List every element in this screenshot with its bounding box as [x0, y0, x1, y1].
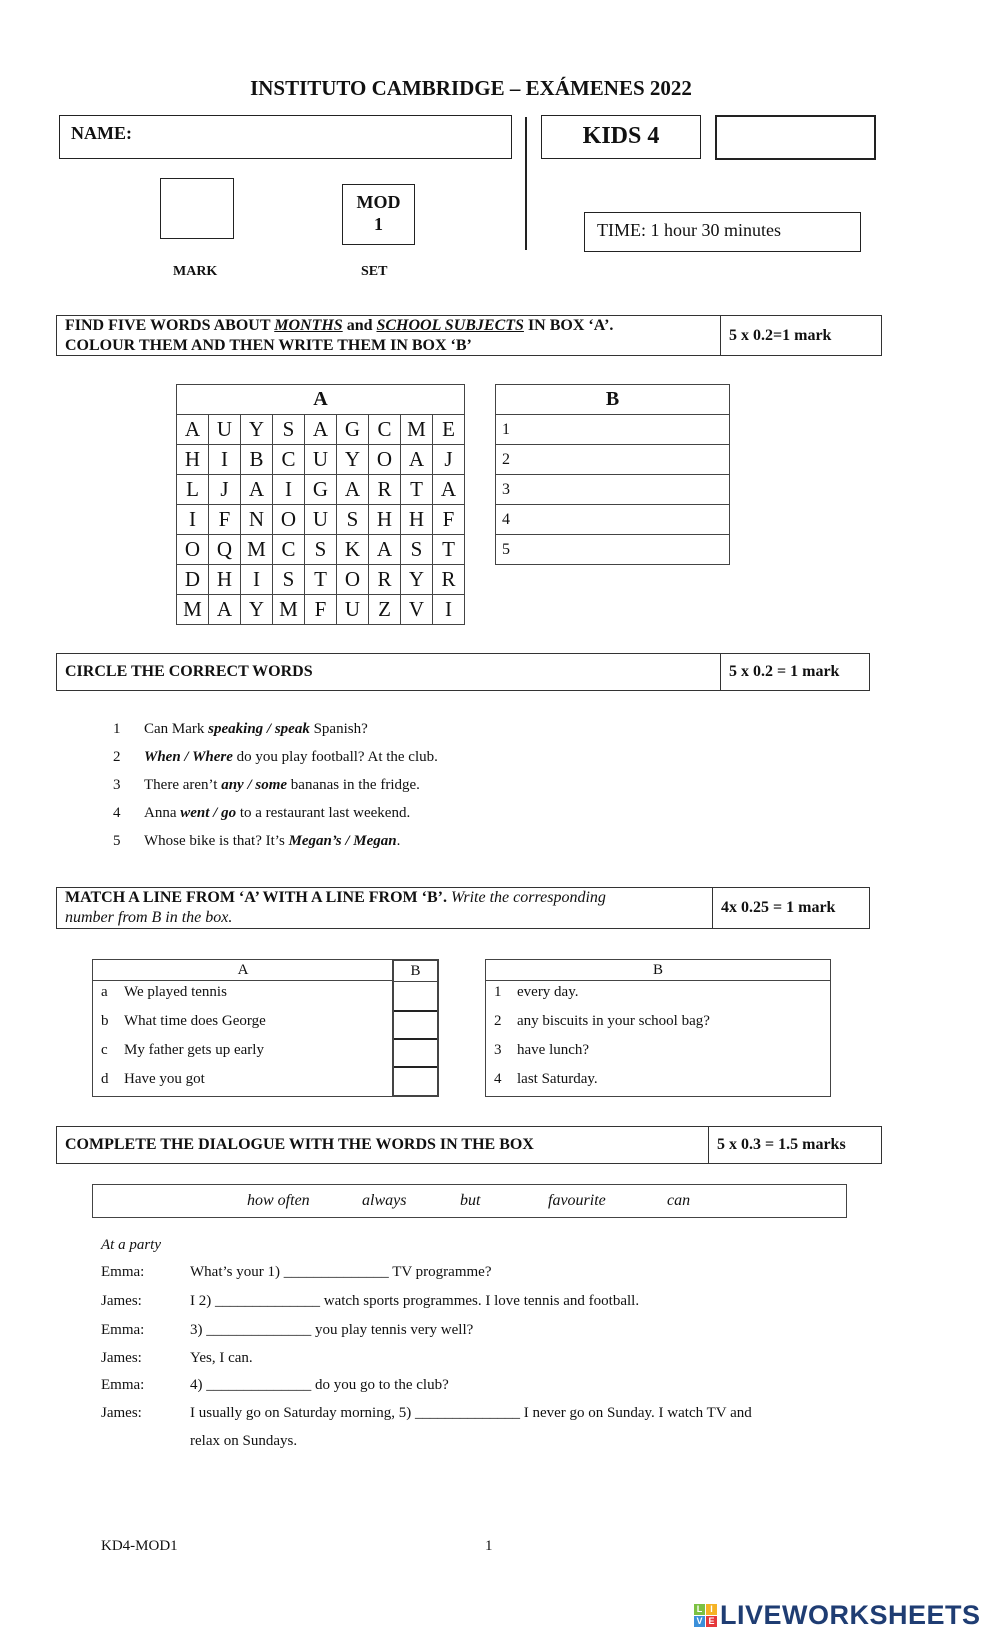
- grid-cell[interactable]: R: [369, 565, 401, 595]
- question-number: 4: [113, 805, 121, 821]
- answer-row: [496, 445, 730, 475]
- speaker: James:: [101, 1350, 142, 1366]
- grid-cell[interactable]: T: [305, 565, 337, 595]
- grid-cell[interactable]: H: [401, 505, 433, 535]
- grid-cell[interactable]: R: [369, 475, 401, 505]
- word-search-grid: [176, 384, 465, 625]
- name-label: NAME:: [71, 123, 132, 143]
- mod-label: MOD: [356, 192, 401, 212]
- grid-cell[interactable]: Y: [241, 415, 273, 445]
- match-row: [93, 1010, 393, 1039]
- grid-cell[interactable]: S: [273, 415, 305, 445]
- match-row: [486, 1010, 830, 1039]
- grid-cell[interactable]: Y: [337, 445, 369, 475]
- answer-options[interactable]: Megan’s / Megan: [288, 833, 397, 849]
- grid-cell[interactable]: U: [209, 415, 241, 445]
- box-b-title: B: [496, 385, 730, 415]
- grid-cell[interactable]: G: [337, 415, 369, 445]
- row-text: last Saturday.: [517, 1071, 598, 1087]
- row-key: c: [101, 1042, 108, 1058]
- column-b-header: B: [394, 961, 437, 982]
- answer-options[interactable]: When / Where: [144, 749, 233, 765]
- speaker: Emma:: [101, 1377, 145, 1393]
- question-number: 3: [113, 777, 121, 793]
- grid-row: [177, 505, 465, 535]
- grid-row: [177, 565, 465, 595]
- grid-cell[interactable]: F: [433, 505, 465, 535]
- grid-cell[interactable]: S: [337, 505, 369, 535]
- question-text: [144, 805, 410, 822]
- speaker: Emma:: [101, 1322, 145, 1338]
- answer-box-b: [495, 384, 730, 565]
- instruction-text: IN BOX ‘A’.: [523, 316, 614, 334]
- word-option: can: [667, 1192, 691, 1209]
- grid-cell[interactable]: S: [273, 565, 305, 595]
- instruction-emphasis: SCHOOL SUBJECTS: [376, 316, 524, 334]
- word-option: how often: [247, 1192, 310, 1209]
- grid-cell[interactable]: A: [369, 535, 401, 565]
- grid-cell[interactable]: O: [177, 535, 209, 565]
- dialogue-line[interactable]: relax on Sundays.: [190, 1433, 298, 1449]
- divider: [525, 117, 527, 250]
- dialogue-setting: At a party: [101, 1237, 161, 1253]
- logo-tile: E: [706, 1616, 717, 1627]
- dialogue-line[interactable]: 4) ______________ do you go to the club?: [190, 1377, 449, 1393]
- grid-cell[interactable]: I: [241, 565, 273, 595]
- instruction-text: CIRCLE THE CORRECT WORDS: [65, 663, 313, 680]
- grid-cell[interactable]: I: [433, 595, 465, 625]
- row-text: My father gets up early: [124, 1042, 264, 1058]
- grid-cell[interactable]: Z: [369, 595, 401, 625]
- answer-input[interactable]: [394, 1066, 437, 1094]
- marks-label: 5 x 0.2=1 mark: [720, 316, 881, 355]
- column-b-header: B: [486, 960, 830, 981]
- match-row: [486, 1068, 830, 1097]
- speaker: James:: [101, 1293, 142, 1309]
- dialogue-line[interactable]: Yes, I can.: [190, 1350, 253, 1366]
- grid-cell[interactable]: Q: [209, 535, 241, 565]
- section3-header: [56, 887, 870, 929]
- row-key: 2: [494, 1013, 502, 1029]
- section2-header: [56, 653, 870, 691]
- grid-cell[interactable]: J: [209, 475, 241, 505]
- grid-cell[interactable]: U: [305, 505, 337, 535]
- instruction-text: and: [342, 316, 377, 334]
- grid-cell[interactable]: Y: [241, 595, 273, 625]
- dialogue-line[interactable]: What’s your 1) ______________ TV programme?: [190, 1264, 492, 1280]
- grid-cell[interactable]: J: [433, 445, 465, 475]
- text: There aren’t: [144, 777, 222, 793]
- answer-options[interactable]: went / go: [180, 805, 237, 821]
- row-text: We played tennis: [124, 984, 227, 1000]
- answer-cell[interactable]: 1: [496, 415, 730, 445]
- grid-cell[interactable]: B: [241, 445, 273, 475]
- instruction-text: COMPLETE THE DIALOGUE WITH THE WORDS IN THE BOX: [65, 1136, 534, 1153]
- grid-cell[interactable]: A: [401, 445, 433, 475]
- row-text: What time does George: [124, 1013, 266, 1029]
- match-row: [486, 981, 830, 1010]
- grid-cell[interactable]: L: [177, 475, 209, 505]
- logo-tiles-icon: [694, 1604, 717, 1627]
- grid-cell[interactable]: C: [273, 445, 305, 475]
- dialogue-line[interactable]: I usually go on Saturday morning, 5) ______________ I never go on Sunday. I watch TV and: [190, 1405, 752, 1421]
- mark-box[interactable]: [160, 178, 234, 239]
- word-option: favourite: [548, 1192, 606, 1209]
- grid-cell[interactable]: H: [369, 505, 401, 535]
- grid-row: [177, 595, 465, 625]
- answer-cell[interactable]: 5: [496, 535, 730, 565]
- row-key: a: [101, 984, 108, 1000]
- mod-box: [342, 184, 415, 245]
- marks-label: 5 x 0.2 = 1 mark: [720, 654, 869, 690]
- grid-cell[interactable]: I: [209, 445, 241, 475]
- grid-cell[interactable]: S: [305, 535, 337, 565]
- row-key: d: [101, 1071, 109, 1087]
- set-label: SET: [361, 264, 388, 279]
- grid-cell[interactable]: A: [209, 595, 241, 625]
- question-number: 1: [113, 721, 121, 737]
- match-row: [93, 1039, 393, 1068]
- speaker: Emma:: [101, 1264, 145, 1280]
- grid-cell[interactable]: M: [241, 535, 273, 565]
- time-box: TIME: 1 hour 30 minutes: [584, 212, 861, 252]
- instruction-text: COLOUR THEM AND THEN WRITE THEM IN BOX ‘B’: [65, 336, 472, 354]
- row-text: have lunch?: [517, 1042, 590, 1058]
- instruction-emphasis: MONTHS: [274, 316, 343, 334]
- grid-cell[interactable]: C: [273, 535, 305, 565]
- text: Whose bike is that? It’s: [144, 833, 289, 849]
- instruction-italic: number from B in the box.: [65, 909, 233, 926]
- grid-cell[interactable]: A: [241, 475, 273, 505]
- answer-row: [496, 415, 730, 445]
- match-row: [93, 981, 393, 1010]
- liveworksheets-logo: [694, 1600, 981, 1631]
- question-text: [144, 749, 438, 766]
- match-table-a: [92, 959, 394, 1097]
- text: .: [396, 833, 401, 849]
- text: do you play football? At the club.: [232, 749, 438, 765]
- word-option: always: [362, 1192, 407, 1209]
- instruction-italic: Write the corresponding: [446, 889, 606, 906]
- grid-cell[interactable]: O: [337, 565, 369, 595]
- text: to a restaurant last weekend.: [236, 805, 411, 821]
- mark-label: MARK: [173, 264, 218, 279]
- grid-cell[interactable]: R: [433, 565, 465, 595]
- section1-header: [56, 315, 882, 356]
- grid-title: A: [177, 385, 465, 415]
- row-key: b: [101, 1013, 109, 1029]
- grid-cell[interactable]: D: [177, 565, 209, 595]
- footer-code: KD4-MOD1: [101, 1538, 178, 1554]
- dialogue-line[interactable]: I 2) ______________ watch sports programmes. I love tennis and football.: [190, 1293, 640, 1309]
- grid-cell[interactable]: A: [305, 415, 337, 445]
- grid-cell[interactable]: A: [177, 415, 209, 445]
- grid-cell[interactable]: H: [177, 445, 209, 475]
- answer-row: [496, 535, 730, 565]
- marks-label: 4x 0.25 = 1 mark: [712, 888, 869, 928]
- column-a-header: A: [93, 960, 393, 981]
- answer-cell[interactable]: 4: [496, 505, 730, 535]
- text: bananas in the fridge.: [287, 777, 420, 793]
- grid-cell[interactable]: C: [369, 415, 401, 445]
- answer-row: [496, 505, 730, 535]
- blank-box[interactable]: [715, 115, 876, 160]
- grid-cell[interactable]: I: [177, 505, 209, 535]
- question-text: [144, 721, 368, 738]
- mod-number: 1: [374, 214, 383, 234]
- answer-input[interactable]: [394, 1038, 437, 1066]
- question-number: 5: [113, 833, 121, 849]
- section4-header: [56, 1126, 882, 1164]
- word-option: but: [460, 1192, 481, 1209]
- grid-cell[interactable]: K: [337, 535, 369, 565]
- grid-cell[interactable]: H: [209, 565, 241, 595]
- match-table-b: [485, 959, 831, 1097]
- grid-cell[interactable]: M: [273, 595, 305, 625]
- instruction-text: FIND FIVE WORDS ABOUT: [65, 316, 275, 334]
- grid-cell[interactable]: F: [209, 505, 241, 535]
- page-number: 1: [485, 1538, 493, 1554]
- grid-cell[interactable]: A: [337, 475, 369, 505]
- grid-cell[interactable]: U: [305, 445, 337, 475]
- grid-cell[interactable]: A: [433, 475, 465, 505]
- page-title: INSTITUTO CAMBRIDGE – EXÁMENES 2022: [250, 76, 692, 100]
- row-key: 4: [494, 1071, 502, 1087]
- grid-row: [177, 445, 465, 475]
- logo-tile: L: [694, 1604, 705, 1615]
- question-number: 2: [113, 749, 121, 765]
- speaker: James:: [101, 1405, 142, 1421]
- answer-input[interactable]: [394, 982, 437, 1010]
- text: Spanish?: [309, 721, 368, 737]
- logo-tile: V: [694, 1616, 705, 1627]
- answer-options[interactable]: speaking / speak: [208, 721, 310, 737]
- grid-cell[interactable]: G: [305, 475, 337, 505]
- grid-row: [177, 475, 465, 505]
- grid-cell[interactable]: F: [305, 595, 337, 625]
- grid-cell[interactable]: E: [433, 415, 465, 445]
- question-text: [144, 833, 400, 850]
- text: Can Mark: [144, 721, 209, 737]
- dialogue-line[interactable]: 3) ______________ you play tennis very well?: [190, 1322, 474, 1338]
- logo-text: LIVEWORKSHEETS: [720, 1600, 981, 1630]
- answer-row: [496, 475, 730, 505]
- marks-label: 5 x 0.3 = 1.5 marks: [708, 1127, 881, 1163]
- answer-cell[interactable]: 2: [496, 445, 730, 475]
- grid-cell[interactable]: O: [369, 445, 401, 475]
- row-text: any biscuits in your school bag?: [517, 1013, 710, 1029]
- level-box: KIDS 4: [541, 115, 701, 159]
- grid-cell[interactable]: M: [177, 595, 209, 625]
- grid-cell[interactable]: V: [401, 595, 433, 625]
- grid-cell[interactable]: S: [401, 535, 433, 565]
- match-row: [93, 1068, 393, 1097]
- grid-cell[interactable]: T: [401, 475, 433, 505]
- answer-input[interactable]: [394, 1010, 437, 1038]
- row-text: Have you got: [124, 1071, 205, 1087]
- question-text: [144, 777, 420, 794]
- grid-cell[interactable]: U: [337, 595, 369, 625]
- grid-cell[interactable]: I: [273, 475, 305, 505]
- word-box: [92, 1184, 847, 1218]
- match-answer-column: [392, 959, 439, 1097]
- row-text: every day.: [517, 984, 579, 1000]
- logo-tile: I: [706, 1604, 717, 1615]
- grid-row: [177, 535, 465, 565]
- grid-cell[interactable]: Y: [401, 565, 433, 595]
- grid-cell[interactable]: N: [241, 505, 273, 535]
- text: Anna: [144, 805, 181, 821]
- grid-cell[interactable]: M: [401, 415, 433, 445]
- instruction-text: MATCH A LINE FROM ‘A’ WITH A LINE FROM ‘B’.: [65, 889, 447, 906]
- grid-cell[interactable]: O: [273, 505, 305, 535]
- answer-options[interactable]: any / some: [221, 777, 288, 793]
- grid-cell[interactable]: T: [433, 535, 465, 565]
- grid-row: [177, 415, 465, 445]
- row-key: 3: [494, 1042, 502, 1058]
- answer-cell[interactable]: 3: [496, 475, 730, 505]
- match-row: [486, 1039, 830, 1068]
- name-field[interactable]: [59, 115, 512, 159]
- row-key: 1: [494, 984, 502, 1000]
